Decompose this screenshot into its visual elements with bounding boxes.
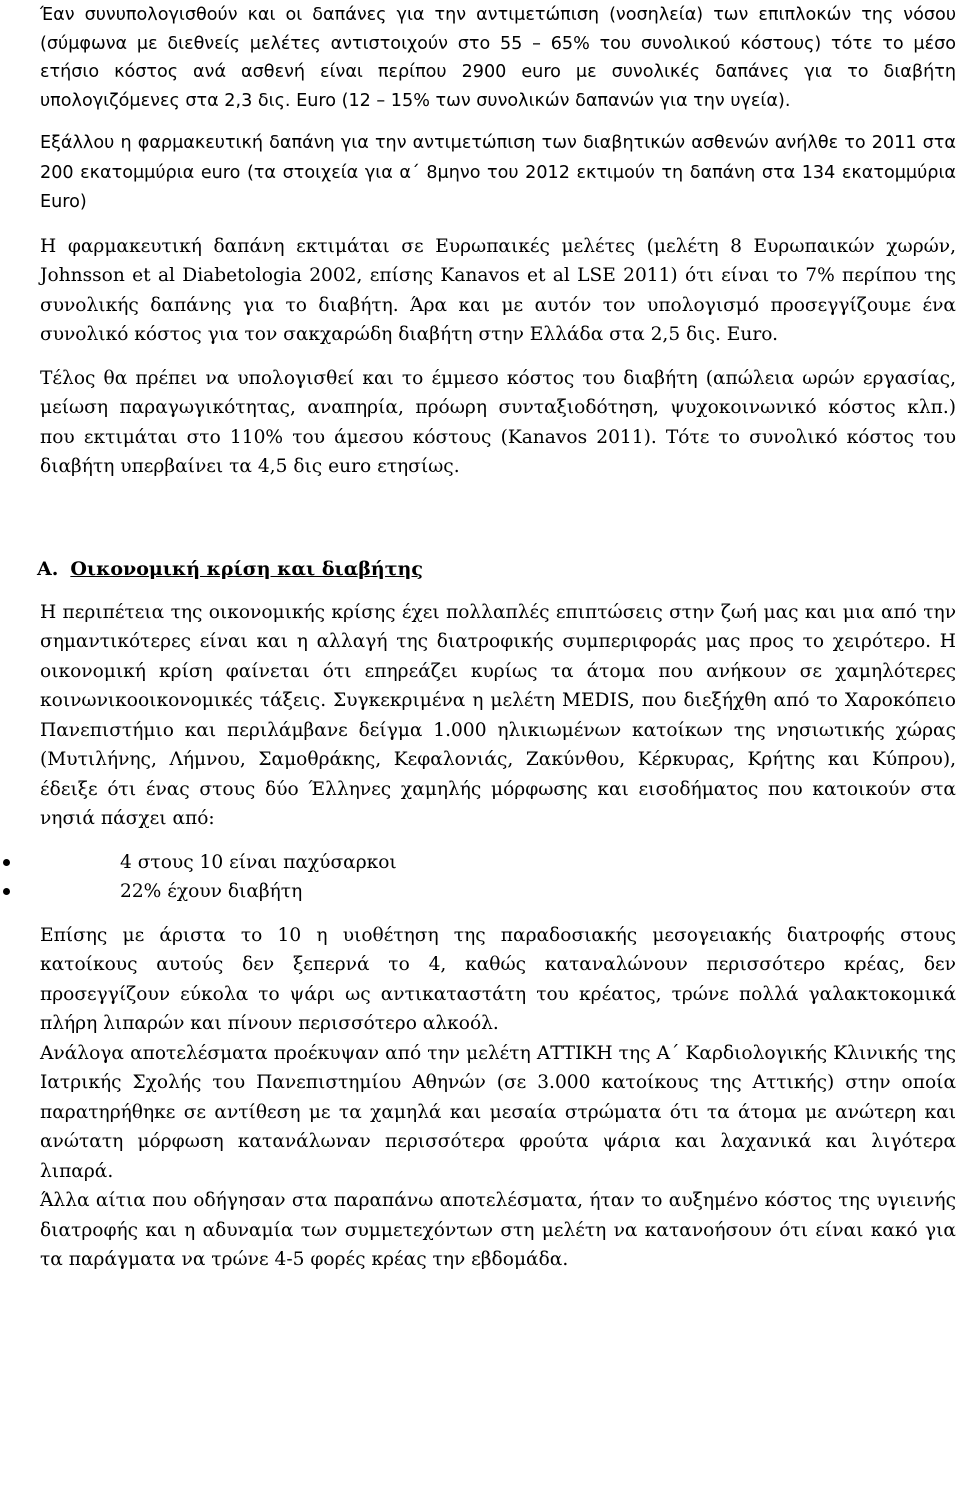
paragraph-mediterranean-diet: Επίσης με άριστα το 10 η υιοθέτηση της παραδοσιακής μεσογειακής διατροφής στους κατοίκους αυτούς δεν ξεπερνά το 4, καθώς καταναλώνουν περισσότερο κρέας, δεν προσεγγίζουν εύκολα το ψάρι ως αντικαταστάτη του κρέατος, τρώνε πολλά γαλακτοκομικά πλήρη λιπαρών και πίνουν περισσότερο αλκοόλ. [40, 924, 956, 1035]
section-title: Οικονομική κρίση και διαβήτης [70, 557, 423, 580]
paragraph-attica-study: Ανάλογα αποτελέσματα προέκυψαν από την μελέτη ΑΤΤΙΚΗ της Α΄ Καρδιολογικής Κλινικής της Ιατρικής Σχολής του Πανεπιστημίου Αθηνών (σε 3.000 κατοίκους της Αττικής) στην οποία παρατηρήθηκε σε αντίθεση με τα χαμηλά και μεσαία στρώματα ότι τα άτομα με ανώτερη και ανώτατη μόρφωση κατανάλωναν περισσότερα φρούτα ψάρια και λαχανικά και λιγότερα λιπαρά. [40, 1042, 956, 1182]
section-number: Α. [37, 557, 59, 580]
paragraph-economic-crisis: Η περιπέτεια της οικονομικής κρίσης έχει πολλαπλές επιπτώσεις στην ζωή μας και μια από την σημαντικότερες είναι και η αλλαγή της διατροφικής συμπεριφοράς μας προς το χειρότερο. Η οικονομική κρίση φαίνεται ότι επηρεάζει κυρίως τα άτομα που ανήκουν σε χαμηλότερες κοινωνικοοικονομικές τάξεις. Συγκεκριμένα η μελέτη MEDIS, που διεξήχθη από το Χαροκόπειο Πανεπιστήμιο και περιλάμβανε δείγμα 1.000 ηλικιωμένων κατοίκων της νησιωτικής χώρας (Μυτιλήνης, Λήμνου, Σαμοθράκης, Κεφαλονιάς, Ζακύνθου, Κέρκυρας, Κρήτης και Κύπρου), έδειξε ότι ένας στους δύο Έλληνες χαμηλής μόρφωσης και εισοδήματος που κατοικούν στα νησιά πάσχει από: [40, 601, 956, 830]
paragraph-pharma-spending: Εξάλλου η φαρμακευτική δαπάνη για την αντιμετώπιση των διαβητικών ασθενών ανήλθε το 2011 στα 200 εκατομμύρια euro (τα στοιχεία για α΄ 8μηνο του 2012 εκτιμούν τη δαπάνη στα 134 εκατομμύρια Euro) [40, 133, 956, 213]
paragraph-pharma-estimate: Η φαρμακευτική δαπάνη εκτιμάται σε Ευρωπαικές μελέτες (μελέτη 8 Ευρωπαικών χωρών, Johnsson et al Diabetologia 2002, επίσης Kanavos et al LSE 2011) ότι είναι το 7% περίπου της συνολικής δαπάνης για το διαβήτη. Άρα και με αυτόν τον υπολογισμό προσεγγίζουμε ένα συνολικό κόστος για τον σακχαρώδη διαβήτη στην Ελλάδα στα 2,5 δις. Euro. [40, 235, 956, 346]
list-item-text: 4 στους 10 είναι παχύσαρκοι [120, 851, 397, 873]
paragraph-other-causes: Άλλα αίτια που οδήγησαν στα παραπάνω αποτελέσματα, ήταν το αυξημένο κόστος της υγιεινής διατροφής και η αδυναμία των συμμετεχόντων στη μελέτη να κατανοήσουν ότι είναι κακό για τα παράγματα να τρώνε 4-5 φορές κρέας την εβδομάδα. [40, 1190, 956, 1271]
document-page [37, 0, 956, 1275]
bullet-list [0, 848, 916, 907]
bullet-icon [3, 859, 10, 866]
paragraph-total-cost: Έαν συνυπολογισθούν και οι δαπάνες για την αντιμετώπιση (νοσηλεία) των επιπλοκών της νόσου (σύμφωνα με διεθνείς μελέτες αντιστοιχούν στο 55 – 65% του συνολικού κόστους) τότε το μέσο ετήσιο κόστος ανά ασθενή είναι περίπου 2900 euro με συνολικές δαπάνες για το διαβήτη υπολογιζόμενες στα 2,3 δις. Euro (12 – 15% των συνολικών δαπανών για την υγεία). [40, 5, 956, 111]
list-item [0, 848, 916, 878]
bullet-icon [3, 888, 10, 895]
list-item-text: 22% έχουν διαβήτη [120, 881, 303, 903]
section-heading [37, 554, 956, 584]
paragraph-indirect-cost: Τέλος θα πρέπει να υπολογισθεί και το έμμεσο κόστος του διαβήτη (απώλεια ωρών εργασίας, μείωση παραγωγικότητας, αναπηρία, πρόωρη συνταξιοδότηση, ψυχοκοινωνικό κόστος κλπ.) που εκτιμάται στο 110% του άμεσου κόστους (Kanavos 2011). Τότε το συνολικό κόστος του διαβήτη υπερβαίνει τα 4,5 δις euro ετησίως. [40, 367, 956, 478]
list-item [0, 877, 916, 907]
